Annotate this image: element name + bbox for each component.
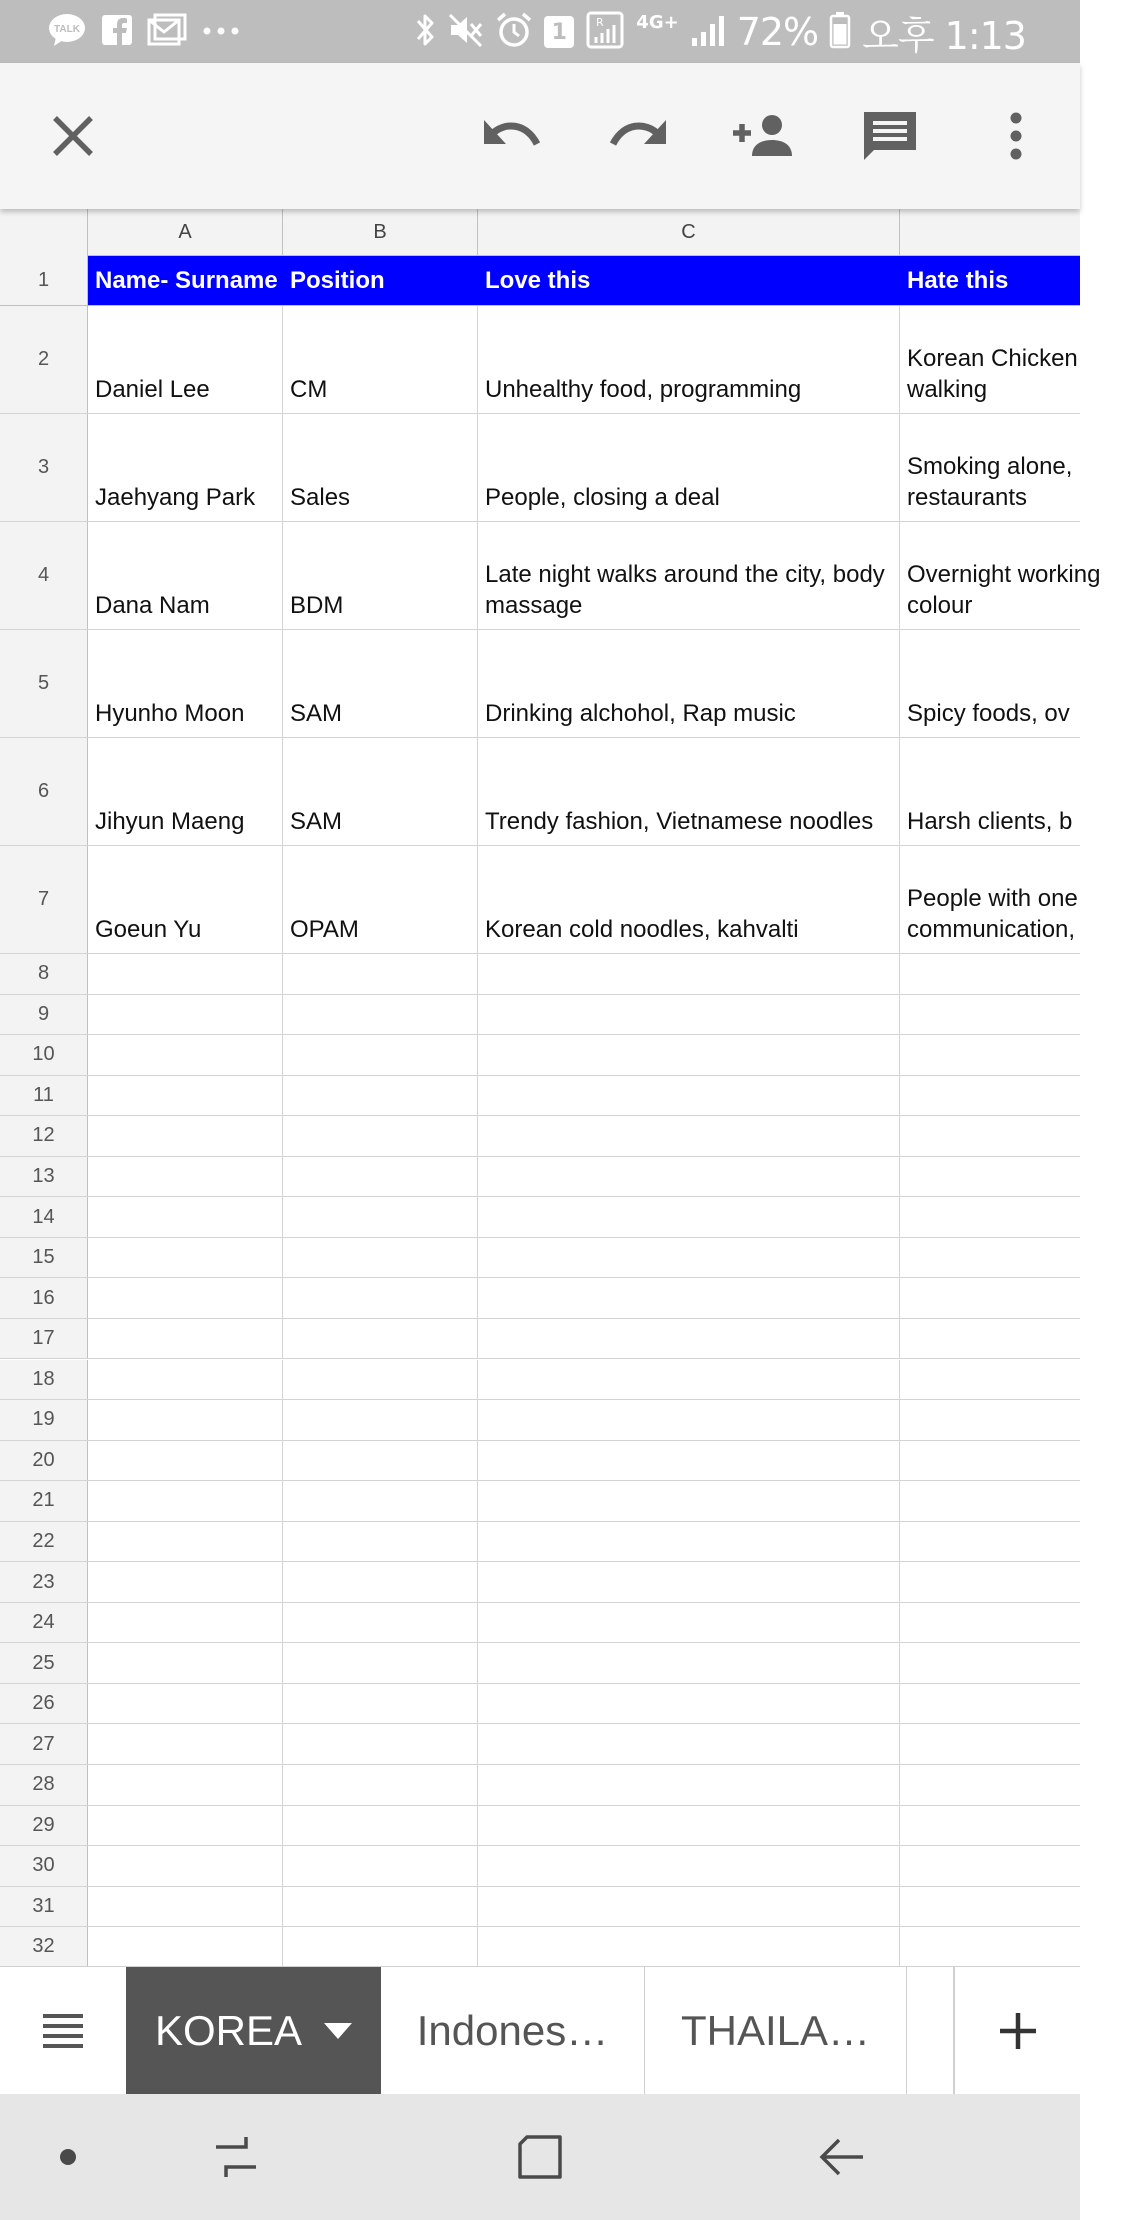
cell[interactable] — [478, 1846, 900, 1886]
cell[interactable] — [88, 995, 283, 1035]
cell[interactable] — [88, 1522, 283, 1562]
cell[interactable]: Position — [283, 256, 478, 305]
cell[interactable] — [900, 1076, 1080, 1116]
cell[interactable] — [283, 1684, 478, 1724]
cell[interactable] — [283, 1238, 478, 1278]
row-number[interactable]: 12 — [0, 1116, 88, 1156]
table-row — [0, 1035, 1080, 1076]
more-options-button[interactable] — [983, 103, 1049, 169]
cell[interactable] — [283, 1562, 478, 1602]
row-number[interactable]: 10 — [0, 1035, 88, 1075]
nav-back-button[interactable] — [812, 2127, 872, 2187]
cell[interactable] — [900, 1400, 1080, 1440]
table-row — [0, 1481, 1080, 1522]
cell[interactable] — [478, 954, 900, 994]
cell[interactable] — [283, 1035, 478, 1075]
spreadsheet-grid[interactable] — [0, 209, 1101, 1966]
table-row — [0, 1441, 1080, 1482]
cell[interactable] — [900, 1846, 1080, 1886]
cell[interactable] — [88, 1806, 283, 1846]
table-row — [0, 1603, 1080, 1644]
table-row — [0, 1724, 1080, 1765]
sim-icon — [586, 11, 624, 54]
column-header-row — [0, 209, 1080, 256]
cell[interactable] — [900, 1562, 1080, 1602]
battery-percent: 72% — [736, 10, 819, 54]
cell[interactable]: SAM — [283, 630, 478, 737]
undo-icon — [482, 116, 542, 156]
cell[interactable] — [900, 954, 1080, 994]
cell[interactable] — [478, 1806, 900, 1846]
cell[interactable]: Harsh clients, b — [907, 808, 1073, 835]
cell[interactable] — [478, 1481, 900, 1521]
row-number[interactable]: 23 — [0, 1562, 88, 1602]
row-number[interactable]: 30 — [0, 1846, 88, 1886]
status-bar — [0, 0, 1080, 63]
cell[interactable] — [478, 1603, 900, 1643]
cell[interactable] — [88, 1076, 283, 1116]
overview-icon — [517, 2134, 563, 2180]
tab-thailand[interactable]: THAILA… — [645, 1967, 907, 2095]
table-row — [0, 738, 1080, 846]
cell[interactable] — [478, 995, 900, 1035]
cell[interactable] — [900, 1197, 1080, 1237]
cell[interactable] — [478, 1724, 900, 1764]
row-number[interactable]: 6 — [0, 738, 88, 845]
table-row — [0, 306, 1080, 414]
cell[interactable] — [283, 1197, 478, 1237]
mute-icon — [448, 12, 484, 53]
status-left — [48, 12, 240, 52]
cell[interactable] — [88, 1360, 283, 1400]
cell[interactable] — [283, 1603, 478, 1643]
cell[interactable] — [900, 995, 1080, 1035]
cell[interactable] — [283, 1927, 478, 1967]
cell[interactable] — [283, 1481, 478, 1521]
table-row — [0, 1927, 1080, 1968]
row-number[interactable]: 32 — [0, 1927, 88, 1967]
cell[interactable] — [88, 1481, 283, 1521]
cell[interactable] — [900, 1278, 1080, 1318]
cell[interactable]: Smoking alone, restaurants — [907, 453, 1073, 511]
gmail-icon — [148, 14, 186, 51]
cell[interactable] — [900, 1238, 1080, 1278]
network-type: 4G+ — [636, 12, 679, 33]
cell[interactable] — [900, 1360, 1080, 1400]
close-icon — [51, 114, 95, 158]
table-row — [0, 1278, 1080, 1319]
cell[interactable] — [478, 1441, 900, 1481]
recents-icon — [212, 2133, 260, 2181]
cell[interactable] — [88, 1724, 283, 1764]
cell[interactable] — [88, 1927, 283, 1967]
table-row — [0, 1846, 1080, 1887]
cell[interactable]: Overnight working colour — [907, 561, 1101, 619]
row-number[interactable]: 2 — [0, 306, 88, 413]
cell[interactable] — [478, 1076, 900, 1116]
cell[interactable] — [283, 1116, 478, 1156]
table-row — [0, 1157, 1080, 1198]
table-row — [0, 1076, 1080, 1117]
cell[interactable] — [283, 1400, 478, 1440]
cell[interactable] — [283, 1360, 478, 1400]
row-number[interactable]: 7 — [0, 846, 88, 953]
row-number[interactable]: 8 — [0, 954, 88, 994]
cell[interactable] — [900, 1441, 1080, 1481]
cell[interactable] — [88, 1400, 283, 1440]
add-sheet-button[interactable] — [954, 1967, 1080, 2095]
signal-icon — [691, 14, 725, 51]
cell[interactable]: Trendy fashion, Vietnamese noodles — [478, 738, 900, 845]
table-row — [0, 522, 1101, 630]
system-nav-bar — [0, 2094, 1080, 2220]
cell[interactable]: People, closing a deal — [478, 414, 900, 521]
cell[interactable] — [478, 1643, 900, 1683]
table-row — [0, 1887, 1080, 1928]
facebook-icon — [102, 15, 132, 50]
cell[interactable]: Late night walks around the city, body massage — [478, 522, 900, 629]
cell[interactable] — [283, 1887, 478, 1927]
editor-toolbar — [0, 63, 1080, 209]
row-number[interactable]: 28 — [0, 1765, 88, 1805]
cell[interactable]: Daniel Lee — [88, 306, 283, 413]
cell[interactable] — [478, 1887, 900, 1927]
table-row — [0, 1522, 1080, 1563]
table-row — [0, 846, 1080, 954]
bluetooth-icon — [414, 12, 436, 53]
sheet-tab-bar — [0, 1966, 1080, 2094]
row-number[interactable]: 25 — [0, 1643, 88, 1683]
table-row — [0, 1238, 1080, 1279]
cell[interactable] — [900, 1724, 1080, 1764]
cell[interactable] — [283, 1319, 478, 1359]
tab-overflow[interactable] — [907, 1967, 954, 2095]
notification-count: 1 — [551, 19, 567, 45]
cell[interactable] — [283, 1643, 478, 1683]
table-row — [0, 414, 1080, 522]
alarm-icon — [496, 12, 532, 53]
cell[interactable]: Korean Chicken walking — [907, 345, 1078, 403]
cell[interactable] — [88, 1643, 283, 1683]
table-row — [0, 954, 1080, 995]
cell[interactable] — [900, 1522, 1080, 1562]
cell[interactable] — [900, 1806, 1080, 1846]
cell[interactable] — [283, 1806, 478, 1846]
back-icon — [819, 2137, 865, 2177]
cell[interactable] — [478, 1927, 900, 1967]
cell[interactable]: Dana Nam — [88, 522, 283, 629]
cell[interactable] — [478, 1238, 900, 1278]
cell[interactable] — [88, 1846, 283, 1886]
row-number[interactable]: 5 — [0, 630, 88, 737]
table-row — [0, 630, 1080, 738]
cell[interactable]: SAM — [283, 738, 478, 845]
caret-down-icon[interactable] — [324, 2023, 352, 2039]
svg-text:R: R — [596, 15, 604, 29]
cell[interactable]: Name- Surname — [88, 256, 283, 305]
cell[interactable]: Korean cold noodles, kahvalti — [478, 846, 900, 953]
cell[interactable] — [88, 1035, 283, 1075]
all-sheets-button[interactable] — [0, 1967, 126, 2095]
cell[interactable] — [478, 1197, 900, 1237]
cell[interactable]: Drinking alchohol, Rap music — [478, 630, 900, 737]
cell[interactable] — [900, 1035, 1080, 1075]
table-row — [0, 1360, 1080, 1401]
column-header-c[interactable]: C — [478, 209, 900, 256]
cell[interactable] — [478, 1360, 900, 1400]
share-button[interactable] — [730, 103, 796, 169]
cell[interactable] — [88, 1603, 283, 1643]
cell[interactable] — [88, 1765, 283, 1805]
status-right — [414, 10, 1026, 58]
column-header-b[interactable]: B — [283, 209, 478, 256]
cell[interactable]: Hate this — [900, 256, 1080, 305]
cell[interactable]: OPAM — [283, 846, 478, 953]
table-row — [0, 1400, 1080, 1441]
list-menu-icon — [41, 2013, 85, 2049]
more-dots-icon — [202, 23, 240, 41]
cell[interactable] — [283, 1278, 478, 1318]
table-row — [0, 1684, 1080, 1725]
cell[interactable] — [88, 1887, 283, 1927]
cell[interactable] — [88, 1684, 283, 1724]
cell[interactable] — [88, 1319, 283, 1359]
table-row — [0, 995, 1080, 1036]
row-number[interactable]: 22 — [0, 1522, 88, 1562]
cell[interactable] — [900, 1927, 1080, 1967]
close-button[interactable] — [40, 103, 106, 169]
cell[interactable] — [478, 1684, 900, 1724]
cell[interactable] — [478, 1319, 900, 1359]
cell[interactable] — [283, 1441, 478, 1481]
cell[interactable] — [478, 1157, 900, 1197]
notification-badge-icon — [544, 16, 574, 48]
row-number[interactable]: 16 — [0, 1278, 88, 1318]
select-all-corner[interactable] — [0, 209, 88, 256]
cell[interactable] — [900, 1643, 1080, 1683]
cell[interactable] — [900, 1603, 1080, 1643]
cell[interactable] — [900, 1765, 1080, 1805]
cell[interactable] — [478, 1522, 900, 1562]
more-vert-icon — [1009, 112, 1023, 160]
tab-korea[interactable] — [126, 1967, 381, 2095]
cell[interactable] — [478, 1116, 900, 1156]
row-number[interactable]: 1 — [0, 256, 88, 305]
home-dot-icon — [58, 2147, 78, 2167]
cell[interactable]: Unhealthy food, programming — [478, 306, 900, 413]
battery-icon — [830, 12, 850, 53]
cell[interactable] — [900, 1684, 1080, 1724]
cell[interactable] — [88, 1238, 283, 1278]
tab-indonesia[interactable]: Indones… — [381, 1967, 645, 2095]
table-row — [0, 1197, 1080, 1238]
row-number[interactable]: 3 — [0, 414, 88, 521]
cell[interactable]: Jaehyang Park — [88, 414, 283, 521]
cell[interactable] — [88, 1562, 283, 1602]
table-row — [0, 1116, 1080, 1157]
cell[interactable]: Jihyun Maeng — [88, 738, 283, 845]
table-row — [0, 256, 1080, 306]
cell[interactable] — [478, 1765, 900, 1805]
cell[interactable]: CM — [283, 306, 478, 413]
row-number[interactable]: 14 — [0, 1197, 88, 1237]
undo-button[interactable] — [479, 103, 545, 169]
table-row — [0, 1765, 1080, 1806]
table-row — [0, 1319, 1080, 1360]
cell[interactable] — [88, 1278, 283, 1318]
cell[interactable]: Spicy foods, ov — [907, 700, 1070, 727]
cell[interactable]: Love this — [478, 256, 900, 305]
row-number[interactable]: 20 — [0, 1441, 88, 1481]
row-number[interactable]: 11 — [0, 1076, 88, 1116]
row-number[interactable]: 4 — [0, 522, 88, 629]
cell[interactable] — [900, 1157, 1080, 1197]
cell[interactable] — [478, 1400, 900, 1440]
cell[interactable] — [478, 1035, 900, 1075]
redo-button[interactable] — [605, 103, 671, 169]
row-number[interactable]: 29 — [0, 1806, 88, 1846]
row-number[interactable]: 9 — [0, 995, 88, 1035]
table-row — [0, 1643, 1080, 1684]
plus-icon — [998, 2011, 1038, 2051]
cell[interactable] — [283, 1724, 478, 1764]
row-number[interactable]: 24 — [0, 1603, 88, 1643]
cell[interactable] — [283, 1157, 478, 1197]
nav-home-button[interactable] — [38, 2127, 98, 2187]
row-number[interactable]: 31 — [0, 1887, 88, 1927]
row-number[interactable]: 15 — [0, 1238, 88, 1278]
cell[interactable] — [900, 1481, 1080, 1521]
row-number[interactable]: 17 — [0, 1319, 88, 1359]
cell[interactable] — [283, 1846, 478, 1886]
cell[interactable] — [283, 995, 478, 1035]
cell[interactable] — [88, 954, 283, 994]
cell[interactable] — [900, 1887, 1080, 1927]
row-number[interactable]: 13 — [0, 1157, 88, 1197]
cell[interactable] — [900, 1319, 1080, 1359]
row-number[interactable]: 27 — [0, 1724, 88, 1764]
table-row — [0, 1562, 1080, 1603]
cell[interactable] — [283, 1076, 478, 1116]
column-header-a[interactable]: A — [88, 209, 283, 256]
comment-icon — [862, 110, 918, 162]
cell[interactable] — [283, 954, 478, 994]
tab-label: KOREA — [154, 2007, 303, 2054]
row-number[interactable]: 18 — [0, 1360, 88, 1400]
redo-icon — [608, 116, 668, 156]
comments-button[interactable] — [857, 103, 923, 169]
cell[interactable] — [283, 1765, 478, 1805]
nav-overview-button[interactable] — [510, 2127, 570, 2187]
row-number[interactable]: 19 — [0, 1400, 88, 1440]
add-person-icon — [732, 114, 794, 158]
cell[interactable]: People with one communication, — [907, 885, 1078, 943]
cell[interactable] — [88, 1197, 283, 1237]
cell[interactable] — [478, 1278, 900, 1318]
cell[interactable] — [88, 1157, 283, 1197]
nav-recents-button[interactable] — [206, 2127, 266, 2187]
cell[interactable]: Hyunho Moon — [88, 630, 283, 737]
cell[interactable]: Sales — [283, 414, 478, 521]
cell[interactable]: BDM — [283, 522, 478, 629]
cell[interactable]: Goeun Yu — [88, 846, 283, 953]
cell[interactable] — [88, 1441, 283, 1481]
cell[interactable] — [900, 1116, 1080, 1156]
talk-icon — [48, 13, 86, 52]
cell[interactable] — [88, 1116, 283, 1156]
row-number[interactable]: 26 — [0, 1684, 88, 1724]
row-number[interactable]: 21 — [0, 1481, 88, 1521]
cell[interactable] — [283, 1522, 478, 1562]
table-row — [0, 1806, 1080, 1847]
cell[interactable] — [478, 1562, 900, 1602]
column-header-d[interactable] — [900, 209, 1080, 256]
clock: 오후 1:13 — [862, 13, 1026, 58]
svg-text:TALK: TALK — [54, 23, 80, 35]
